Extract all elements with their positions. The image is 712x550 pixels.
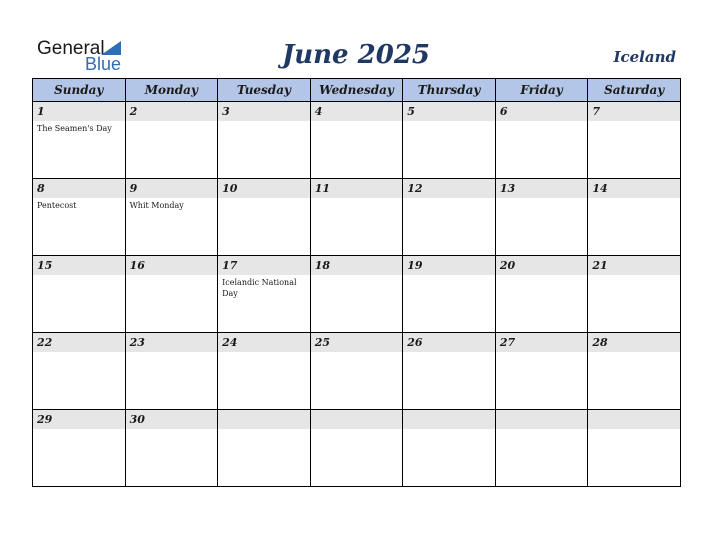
- day-number-bar: [403, 410, 495, 429]
- holiday-label: Whit Monday: [129, 201, 184, 210]
- day-number: 6: [499, 105, 508, 118]
- day-cell: [33, 102, 126, 179]
- day-number-bar: [496, 333, 588, 352]
- holiday-label: [311, 198, 403, 200]
- day-number-bar: [588, 410, 680, 429]
- holiday-label: [218, 198, 310, 200]
- day-number-bar: [33, 179, 125, 198]
- day-cell: [495, 410, 588, 487]
- day-number-bar: [588, 333, 680, 352]
- day-number-bar: [496, 179, 588, 198]
- day-number-bar: [403, 333, 495, 352]
- day-number-bar: [588, 102, 680, 121]
- day-number: 23: [129, 336, 145, 349]
- day-number: 17: [222, 259, 238, 272]
- day-cell: [33, 333, 126, 410]
- day-number-bar: [126, 102, 218, 121]
- day-number-bar: [33, 333, 125, 352]
- holiday-label: [218, 121, 310, 123]
- holiday-label: [311, 352, 403, 354]
- day-cell: [125, 333, 218, 410]
- day-number: 12: [407, 182, 423, 195]
- holiday-label: [588, 352, 680, 354]
- day-number-bar: [403, 179, 495, 198]
- day-cell: [218, 102, 311, 179]
- holiday-label: [33, 352, 125, 354]
- holiday-label: [218, 352, 310, 354]
- day-number-bar: [33, 410, 125, 429]
- day-cell: [403, 410, 496, 487]
- day-number-bar: [311, 179, 403, 198]
- day-number: 1: [37, 105, 45, 118]
- day-number-bar: [588, 256, 680, 275]
- day-cell: [588, 102, 681, 179]
- day-cell: [495, 333, 588, 410]
- day-cell: [218, 256, 311, 333]
- week-row: [33, 256, 681, 333]
- day-number: 11: [314, 182, 330, 195]
- day-cell: [495, 256, 588, 333]
- day-number: 7: [592, 105, 601, 118]
- day-cell: [495, 102, 588, 179]
- day-number-bar: [403, 102, 495, 121]
- day-number: 28: [592, 336, 608, 349]
- holiday-label: [588, 275, 680, 277]
- holiday-label: [403, 275, 495, 277]
- day-number: 16: [129, 259, 145, 272]
- holiday-label: Pentecost: [37, 201, 77, 210]
- day-number-bar: [496, 410, 588, 429]
- day-cell: [33, 179, 126, 256]
- day-cell: [310, 256, 403, 333]
- holiday-label: [218, 429, 310, 431]
- week-row: [33, 102, 681, 179]
- day-number: 22: [37, 336, 53, 349]
- day-number: 5: [407, 105, 415, 118]
- day-number-bar: [311, 410, 403, 429]
- day-number-bar: [218, 410, 310, 429]
- day-number: 30: [129, 413, 145, 426]
- holiday-label: [588, 429, 680, 431]
- day-cell: [403, 256, 496, 333]
- weekday-header: Saturday: [588, 79, 681, 102]
- day-cell: [403, 179, 496, 256]
- day-number-bar: [311, 256, 403, 275]
- day-number-bar: [496, 102, 588, 121]
- day-number: 24: [222, 336, 238, 349]
- day-cell: [403, 333, 496, 410]
- day-cell: [495, 179, 588, 256]
- day-number: 18: [314, 259, 330, 272]
- holiday-label: [311, 429, 403, 431]
- weekday-header: Thursday: [403, 79, 496, 102]
- day-number-bar: [33, 102, 125, 121]
- day-number: 14: [592, 182, 608, 195]
- day-number-bar: [218, 102, 310, 121]
- day-cell: [125, 256, 218, 333]
- day-number-bar: [33, 256, 125, 275]
- day-number: 26: [407, 336, 423, 349]
- holiday-label: [403, 429, 495, 431]
- week-row: [33, 410, 681, 487]
- day-number: 15: [37, 259, 53, 272]
- holiday-label: [311, 275, 403, 277]
- holiday-label: [126, 275, 218, 277]
- weekday-header: Monday: [125, 79, 218, 102]
- holiday-label: [496, 275, 588, 277]
- day-cell: [33, 410, 126, 487]
- day-cell: [310, 333, 403, 410]
- country-label: Iceland: [613, 48, 676, 66]
- day-number-bar: [126, 256, 218, 275]
- holiday-label: The Seamen's Day: [37, 124, 112, 133]
- week-row: [33, 179, 681, 256]
- day-number: 3: [222, 105, 230, 118]
- day-cell: [125, 410, 218, 487]
- day-cell: [588, 333, 681, 410]
- holiday-label: [403, 352, 495, 354]
- day-number-bar: [218, 256, 310, 275]
- day-cell: [588, 256, 681, 333]
- day-number-bar: [311, 102, 403, 121]
- page-title: June 2025: [281, 40, 431, 70]
- day-number: 10: [222, 182, 238, 195]
- holiday-label: [311, 121, 403, 123]
- logo-blue-text: Blue: [85, 54, 122, 74]
- day-cell: [588, 179, 681, 256]
- day-cell: [218, 333, 311, 410]
- day-number-bar: [126, 179, 218, 198]
- holiday-label: [496, 121, 588, 123]
- day-cell: [310, 410, 403, 487]
- day-number: 4: [314, 105, 323, 118]
- weekday-header: Wednesday: [310, 79, 403, 102]
- day-number-bar: [126, 333, 218, 352]
- holiday-label: Icelandic National Day: [222, 278, 297, 298]
- day-number: 8: [37, 182, 45, 195]
- week-row: [33, 333, 681, 410]
- holiday-label: [403, 198, 495, 200]
- day-number-bar: [311, 333, 403, 352]
- day-number-bar: [403, 256, 495, 275]
- day-cell: [218, 179, 311, 256]
- day-cell: [310, 102, 403, 179]
- day-cell: [218, 410, 311, 487]
- day-number: 25: [314, 336, 330, 349]
- day-number: 21: [592, 259, 608, 272]
- holiday-label: [33, 275, 125, 277]
- day-cell: [125, 102, 218, 179]
- day-number-bar: [218, 333, 310, 352]
- holiday-label: [496, 198, 588, 200]
- day-number: 20: [499, 259, 516, 272]
- day-number-bar: [218, 179, 310, 198]
- holiday-label: [403, 121, 495, 123]
- day-number: 27: [499, 336, 516, 349]
- holiday-label: [496, 352, 588, 354]
- holiday-label: [126, 121, 218, 123]
- day-number: 9: [129, 182, 138, 195]
- calendar-grid: [32, 78, 681, 487]
- day-number: 13: [499, 182, 516, 195]
- holiday-label: [126, 352, 218, 354]
- holiday-label: [588, 198, 680, 200]
- holiday-label: [496, 429, 588, 431]
- holiday-label: [33, 429, 125, 431]
- day-cell: [125, 179, 218, 256]
- day-number-bar: [588, 179, 680, 198]
- day-cell: [310, 179, 403, 256]
- day-cell: [588, 410, 681, 487]
- logo-general-text: General: [37, 38, 105, 59]
- weekday-header: Friday: [495, 79, 588, 102]
- holiday-label: [588, 121, 680, 123]
- day-cell: [403, 102, 496, 179]
- day-number-bar: [496, 256, 588, 275]
- day-number: 2: [129, 105, 138, 118]
- weekday-header: Tuesday: [218, 79, 311, 102]
- weekday-header: Sunday: [33, 79, 126, 102]
- day-number-bar: [126, 410, 218, 429]
- weekday-header-row: [33, 79, 681, 102]
- day-number: 29: [37, 413, 53, 426]
- day-cell: [33, 256, 126, 333]
- holiday-label: [126, 429, 218, 431]
- day-number: 19: [407, 259, 423, 272]
